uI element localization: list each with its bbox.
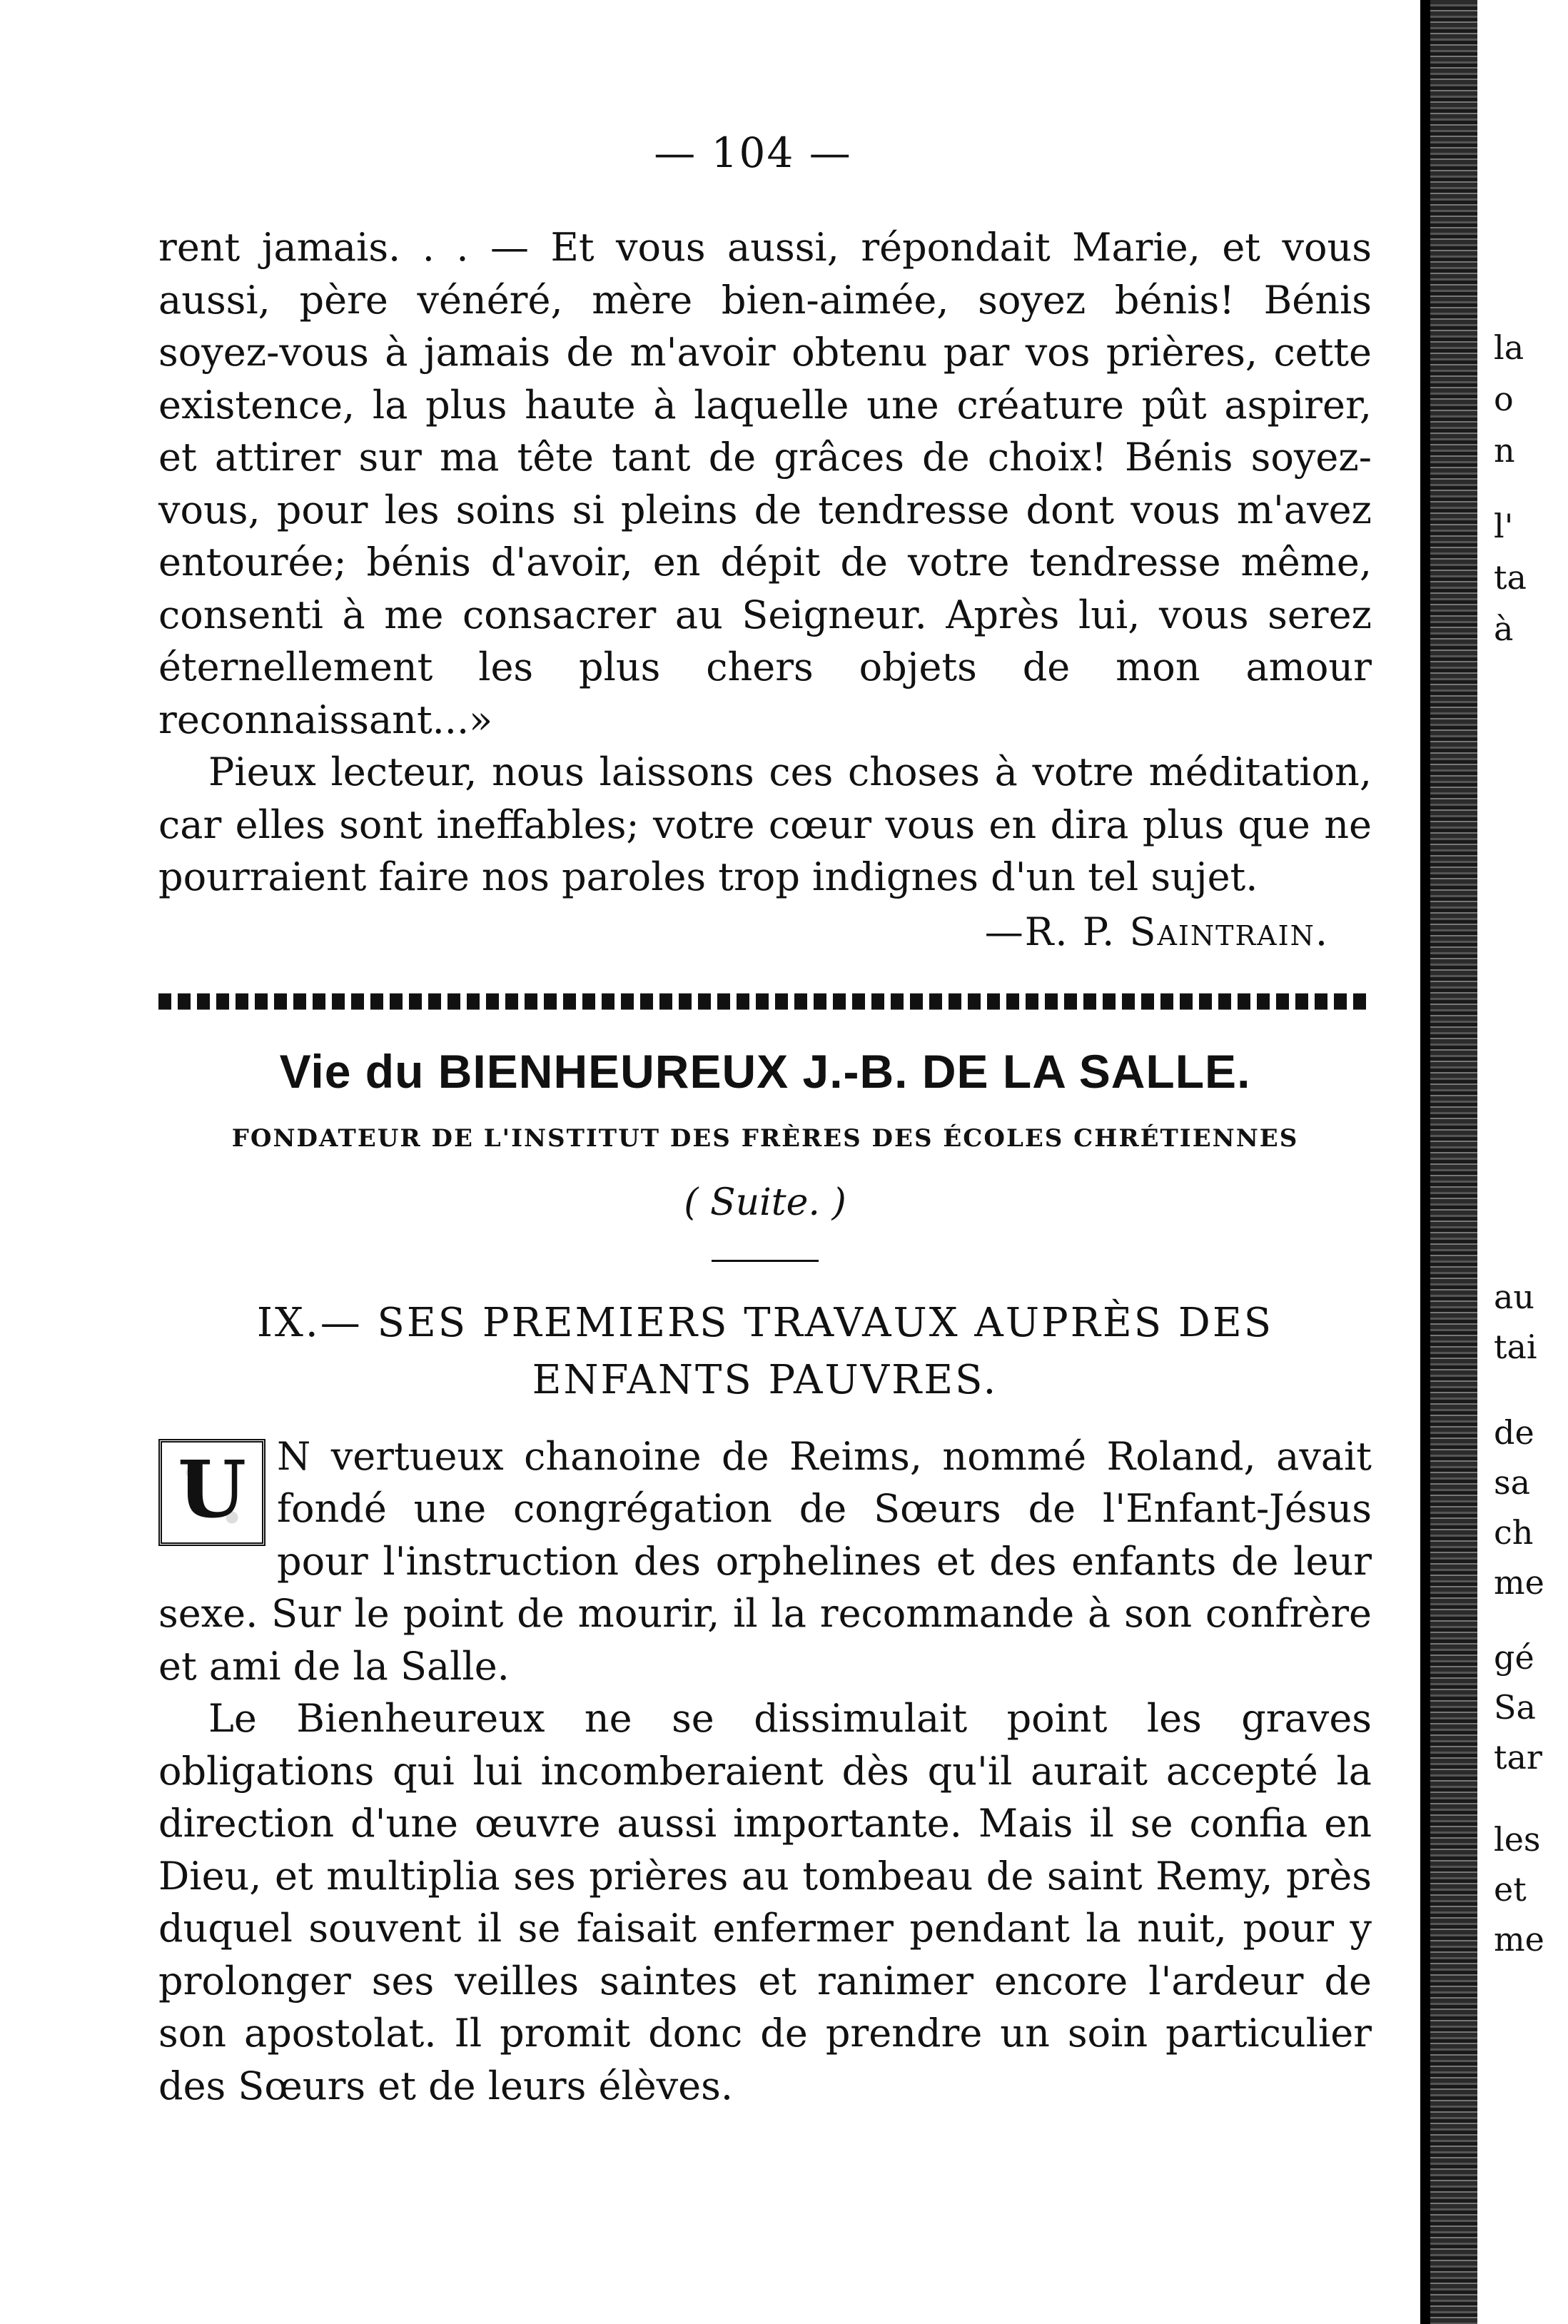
fragment: sa [1494,1463,1531,1502]
article-title: Vie du BIENHEUREUX J.-B. DE LA SALLE. [279,1044,1251,1098]
fragment: ta [1494,558,1527,597]
chapter-heading-line-1: IX.— SES PREMIERS TRAVAUX AUPRÈS DES [256,1299,1274,1346]
chapter-heading [158,1295,1372,1409]
book-binding-edge [1420,0,1477,2324]
fragment: me [1494,1920,1544,1959]
fragment: Sa [1494,1688,1536,1727]
chapter-heading-line-2: ENFANTS PAUVRES. [532,1356,998,1403]
paragraph-top-2: Pieux lecteur, nous laissons ces choses à votre méditation, car elles sont ineffables; votre cœur vous en dira plus que ne pourraient faire nos paroles trop indignes d'un tel sujet. [158,749,1372,899]
ornamental-divider [158,983,1372,1010]
fragment: ch [1494,1513,1534,1552]
fragment: tai [1494,1328,1537,1366]
suite-note: ( Suite. ) [684,1181,846,1224]
author-signature: —R. P. Saintrain. [984,909,1329,954]
fragment: à [1494,610,1514,648]
fragment: de [1494,1413,1534,1452]
fragment: gé [1494,1638,1534,1677]
main-text-column [158,221,1372,2112]
chapter-paragraph-2: Le Bienheureux ne se dissimulait point les graves obligations qui lui incomberaient dès qu'il aurait accepté la direction d'une œuvre aussi importante. Mais il se confia en Dieu, et multiplia ses prières au tombeau de saint Remy, près duquel souvent il se faisait enfermer pendant la nuit, pour y prolonger ses veilles saintes et ranimer encore l'ardeur de son apostolat. Il promit donc de prendre un soin particulier des Sœurs et de leurs élèves. [158,1696,1372,2108]
article-subtitle: FONDATEUR DE L'INSTITUT DES FRÈRES DES ÉCOLES CHRÉTIENNES [231,1123,1299,1153]
paragraph-top-1: rent jamais. . . — Et vous aussi, répondait Marie, et vous aussi, père vénéré, mère bien-aimée, soyez bénis! Bénis soyez-vous à jamais de m'avoir obtenu par vos prières, cette existence, la plus haute à laquelle une créature pût aspirer, et attirer sur ma tête tant de grâces de choix! Bénis soyez-vous, pour les soins si pleins de tendresse dont vous m'avez entourée; bénis d'avoir, en dépit de votre tendresse même, consenti à me consacrer au Seigneur. Après lui, vous serez éternellement les plus chers objets de mon amour reconnaissant...» [158,225,1372,742]
page-number: — 104 — [654,128,852,177]
short-divider [712,1260,819,1262]
fragment: et [1494,1870,1527,1909]
fragment: o [1494,380,1514,418]
chapter-paragraph-1-text: N vertueux chanoine de Reims, nommé Roland, avait fondé une congrégation de Sœurs de l'Enfant-Jésus pour l'instruction des orphelines et des enfants de leur sexe. Sur le point de mourir, il la recommande à son confrère et ami de la Salle. [158,1433,1372,1689]
ornamental-dropcap: U [158,1439,265,1546]
chapter-paragraph-1 [158,1430,1372,1693]
fragment: la [1494,328,1524,367]
fragment: au [1494,1278,1535,1316]
fragment: tar [1494,1738,1542,1777]
fragment: me [1494,1563,1544,1602]
fragment: n [1494,431,1515,470]
fragment: l' [1494,507,1514,545]
fragment: les [1494,1820,1541,1859]
